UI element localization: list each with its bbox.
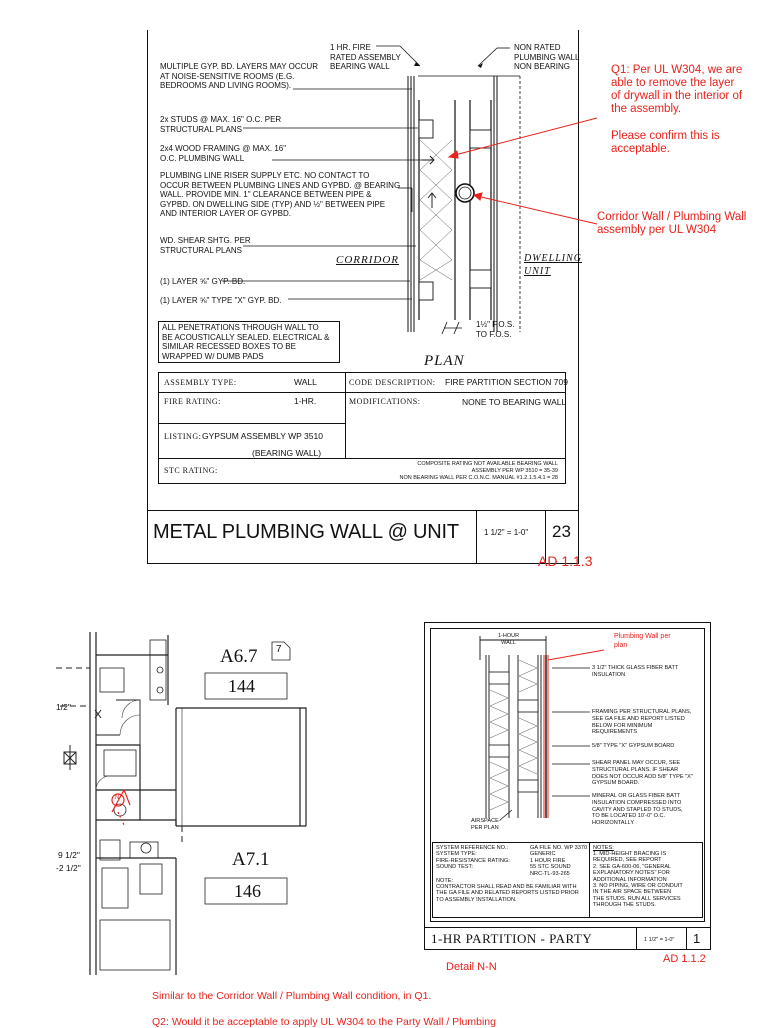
note-gypsum-board: 5/8" TYPE "X" GYPSUM BOARD	[592, 743, 675, 749]
floorplan-dim-2: 9 1/2"	[58, 850, 80, 860]
note-plumbing-riser: PLUMBING LINE RISER SUPPLY ETC. NO CONTACT TO OCCUR BETWEEN PLUMBING LINES AND GYPBD. @ BEARING WALL. PROVIDE MIN. 1" CLEARANCE BETWEEN PIPE & GYPBD. ON DWELLING SIDE (TYP) AND ½" BETWEEN PIPE AND INTERIOR LAYER OF GYPBD.	[160, 171, 401, 218]
note-non-rated-wall: NON RATED PLUMBING WALL NON BEARING	[514, 43, 580, 71]
code-desc-value: FIRE PARTITION SECTION 709	[445, 377, 568, 387]
partition-scale: 1 1/2" = 1-0"	[644, 937, 675, 943]
comment-q2: Q2: Would it be acceptable to apply UL W304 to the Party Wall / Plumbing	[152, 1016, 496, 1028]
note-shear-shtg: WD. SHEAR SHTG. PER STRUCTURAL PLANS	[160, 236, 251, 255]
unit-b-label: A7.1	[232, 849, 270, 870]
floorplan-tag: 7	[276, 644, 282, 655]
note-body: CONTRACTOR SHALL READ AND BE FAMILIAR WITH THE GA FILE AND RELATED REPORTS LISTED PRIOR TO ASSEMBLY INSTALLATION.	[436, 884, 579, 903]
comment-q1-confirm: Please confirm this is acceptable.	[611, 130, 720, 155]
note-gyp-layer: (1) LAYER ⅝" GYP. BD.	[160, 277, 246, 286]
floorplan-section-marker: N	[115, 795, 120, 801]
note-batt-insulation: 3 1/2" THICK GLASS FIBER BATT INSULATION	[592, 665, 679, 678]
note-mineral-batt: MINERAL OR GLASS FIBER BATT INSULATION COMPRESSED INTO CAVITY AND STAPLED TO STUDS, TO BE LOCATED 10'-0" O.C. HORIZONTALLY	[592, 793, 683, 827]
note-heading: NOTE:	[436, 878, 454, 884]
dimension-fos: 1½" F.O.S. TO F.O.S.	[476, 320, 515, 339]
modifications-label: MODIFICATIONS:	[349, 397, 421, 406]
note-shear-panel: SHEAR PANEL MAY OCCUR, SEE STRUCTURAL PLANS. IF SHEAR DOES NOT OCCUR ADD 5/8" TYPE "X" GYPSUM BOARD.	[592, 760, 693, 787]
notes-list: 1. MID-HEIGHT BRACING IS REQUIRED, SEE REPORT 2. SEE GA-600-06, "GENERAL EXPLANATORY NOTES" FOR ADDITIONAL INFORMATION 3. NO PIPING, WIRE OR CONDUIT IN THE AIR SPACE BETWEEN THE STUDS. RUN ALL SERVICES THROUGH THE STUDS.	[593, 851, 683, 909]
floorplan-dim-3: -2 1/2"	[56, 863, 81, 873]
partition-number: 1	[693, 931, 701, 946]
partition-title: 1-HR PARTITION - PARTY	[431, 931, 593, 946]
bottom-title-divider	[636, 928, 637, 950]
comment-similar: Similar to the Corridor Wall / Plumbing Wall condition, in Q1.	[152, 990, 432, 1002]
detail-title: METAL PLUMBING WALL @ UNIT	[153, 521, 459, 543]
note-2x-studs: 2x STUDS @ MAX. 16" O.C. PER STRUCTURAL PLANS	[160, 115, 282, 134]
listing-value: GYPSUM ASSEMBLY WP 3510	[202, 431, 323, 441]
wall-label: 1-HOUR WALL	[498, 633, 520, 646]
bottom-title-divider	[686, 928, 687, 950]
note-fire-rated-wall: 1 HR. FIRE RATED ASSEMBLY BEARING WALL	[330, 43, 401, 71]
assembly-type-label: ASSEMBLY TYPE:	[164, 378, 237, 387]
note-multiple-gyp: MULTIPLE GYP. BD. LAYERS MAY OCCUR AT NOISE-SENSITIVE ROOMS (E.G. BEDROOMS AND LIVING ROOMS).	[160, 62, 318, 90]
fire-rating-value: 1-HR.	[294, 396, 317, 406]
stc-rating-label: STC RATING:	[164, 466, 218, 475]
assembly-type-value: WALL	[294, 377, 317, 387]
notes-heading: NOTES:	[593, 845, 614, 851]
detail-number: 23	[552, 522, 571, 541]
listing-label: LISTING:	[164, 432, 202, 441]
plan-label: PLAN	[424, 353, 465, 369]
label-corridor: CORRIDOR	[336, 254, 399, 266]
sheet-ref-bottom: AD 1.1.2	[663, 953, 706, 965]
comment-corridor-wall: Corridor Wall / Plumbing Wall assembly per UL W304	[597, 211, 747, 236]
unit-a-number: 144	[228, 676, 255, 696]
sheet-ref-top: AD 1.1.3	[538, 553, 593, 569]
code-desc-label: CODE DESCRIPTION:	[349, 378, 436, 387]
unit-a-label: A6.7	[220, 646, 258, 667]
system-table-divider	[589, 842, 590, 918]
comment-plumbing-wall: Plumbing Wall per plan	[614, 633, 671, 649]
modifications-value: NONE TO BEARING WALL	[462, 397, 567, 407]
system-values: GA FILE NO. WP 3370 GENERIC 1 HOUR FIRE 55 STC SOUND NRC-TL-93-265	[530, 845, 588, 877]
detail-n-n-label: Detail N-N	[446, 961, 497, 973]
unit-b-number: 146	[234, 881, 261, 901]
note-type-x-layer: (1) LAYER ⅝" TYPE "X" GYP. BD.	[160, 296, 282, 305]
note-framing: FRAMING PER STRUCTURAL PLANS, SEE GA FILE AND REPORT LISTED BELOW FOR MINIMUM REQUIREMENTS	[592, 709, 692, 736]
comment-q1: Q1: Per UL W304, we are able to remove the layer of drywall in the interior of the assembly.	[611, 64, 743, 115]
floorplan-dim-1: 1/2"	[56, 702, 71, 712]
detail-scale: 1 1/2" = 1-0"	[484, 528, 529, 537]
listing-sub: (BEARING WALL)	[252, 448, 322, 458]
penetrations-note: ALL PENETRATIONS THROUGH WALL TO BE ACOUSTICALLY SEALED. ELECTRICAL & SIMILAR RECESSED BOXES TO BE WRAPPED W/ DUMB PADS	[158, 321, 340, 363]
stc-rating-value: COMPOSITE RATING NOT AVAILABLE BEARING WALL ASSEMBLY PER WP 3510 = 35-39 NON BEARING WALL PER C.O.N.C. MANUAL #1.2.1.5.4.1 = 28	[399, 461, 558, 481]
note-2x4-framing: 2x4 WOOD FRAMING @ MAX. 16" O.C. PLUMBING WALL	[160, 144, 287, 163]
label-dwelling-unit: DWELLING UNIT	[524, 253, 583, 277]
airspace-label: AIRSPACE- PER PLAN	[471, 818, 501, 831]
system-labels: SYSTEM REFERENCE NO.: SYSTEM TYPE: FIRE-RESISTANCE RATING: SOUND TEST:	[436, 845, 510, 871]
fire-rating-label: FIRE RATING:	[164, 397, 221, 406]
